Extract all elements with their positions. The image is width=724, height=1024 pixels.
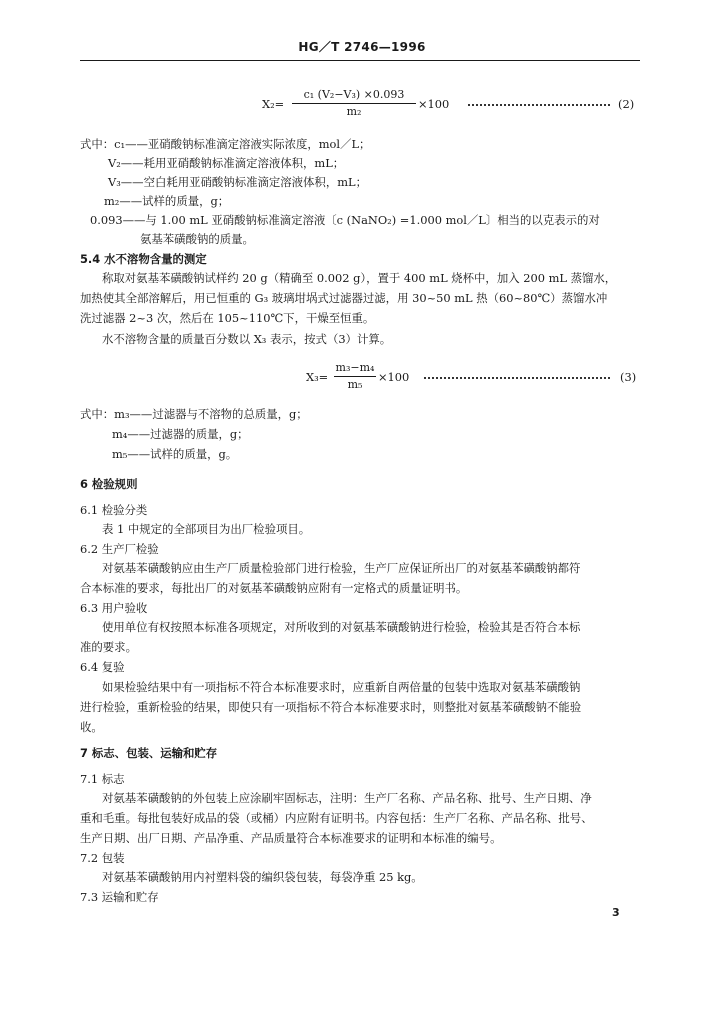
section-6-2-line-1: 对氨基苯磺酸钠应由生产厂质量检验部门进行检验，生产厂应保证所出厂的对氨基苯磺酸钠都符 — [102, 561, 581, 575]
formula-3-leader — [424, 377, 610, 379]
section-6-3-heading: 6.3 用户验收 — [80, 601, 148, 615]
formula-3-fraction-bar — [334, 376, 376, 377]
section-5-4-para-1-line-2: 加热使其全部溶解后，用已恒重的 G₃ 玻璃坩埚式过滤器过滤，用 30~50 mL 热（60~80℃）蒸馏水冲 — [80, 291, 608, 305]
page-number: 3 — [612, 906, 620, 919]
section-7-heading: 7 标志、包装、运输和贮存 — [80, 746, 218, 760]
section-5-4-para-1-line-1: 称取对氨基苯磺酸钠试样约 20 g（精确至 0.002 g），置于 400 mL 烧杯中，加入 200 mL 蒸馏水， — [102, 271, 617, 285]
where-2-line-5: 0.093——与 1.00 mL 亚硝酸钠标准滴定溶液〔c (NaNO₂) =1.000 mol／L〕相当的以克表示的对 — [90, 213, 600, 227]
where-3-line-3: m₅——试样的质量，g。 — [112, 447, 238, 461]
header-rule — [80, 60, 640, 61]
formula-2-fraction-bar — [292, 103, 416, 104]
formula-3-times: ×100 — [378, 370, 410, 384]
section-6-2-line-2: 合本标准的要求，每批出厂的对氨基苯磺酸钠应附有一定格式的质量证明书。 — [80, 581, 468, 595]
formula-2-lhs: X₂= — [262, 97, 285, 111]
where-2-line-4: m₂——试样的质量，g； — [104, 194, 230, 208]
where-2-line-6: 氨基苯磺酸钠的质量。 — [140, 232, 254, 246]
section-7-2-heading: 7.2 包装 — [80, 851, 125, 865]
section-7-1-line-2: 重和毛重。每批包装好成品的袋（或桶）内应附有证明书。内容包括：生产厂名称、产品名称、批号、 — [80, 811, 593, 825]
where-3-line-2: m₄——过滤器的质量，g； — [112, 427, 249, 441]
section-6-4-line-1: 如果检验结果中有一项指标不符合本标准要求时，应重新自两倍量的包装中选取对氨基苯磺酸钠 — [102, 680, 581, 694]
where-2-line-1: 式中：c₁——亚硝酸钠标准滴定溶液实际浓度，mol／L； — [80, 137, 371, 151]
formula-2-numerator: c₁ (V₂−V₃) ×0.093 — [303, 88, 405, 101]
section-7-1-line-1: 对氨基苯磺酸钠的外包装上应涂刷牢固标志，注明：生产厂名称、产品名称、批号、生产日期、净 — [102, 791, 592, 805]
section-6-4-line-2: 进行检验，重新检验的结果，即使只有一项指标不符合本标准要求时，则整批对氨基苯磺酸钠不能验 — [80, 700, 582, 714]
formula-3-lhs: X₃= — [306, 370, 329, 384]
section-6-1-text: 表 1 中规定的全部项目为出厂检验项目。 — [102, 522, 311, 536]
section-5-4-para-2: 水不溶物含量的质量百分数以 X₃ 表示，按式（3）计算。 — [102, 332, 392, 346]
section-7-1-line-3: 生产日期、出厂日期、产品净重、产品质量符合本标准要求的证明和本标准的编号。 — [80, 831, 502, 845]
formula-2-number: (2) — [618, 97, 635, 111]
section-7-1-heading: 7.1 标志 — [80, 772, 125, 786]
formula-3-numerator: m₃−m₄ — [335, 361, 375, 374]
section-6-2-heading: 6.2 生产厂检验 — [80, 542, 159, 556]
section-6-heading: 6 检验规则 — [80, 477, 138, 491]
section-5-4-para-1-line-3: 洗过滤器 2~3 次，然后在 105~110℃下，干燥至恒重。 — [80, 311, 375, 325]
where-2-line-3: V₃——空白耗用亚硝酸钠标准滴定溶液体积，mL； — [108, 175, 367, 189]
formula-2-times: ×100 — [418, 97, 450, 111]
section-6-3-line-2: 准的要求。 — [80, 640, 137, 654]
section-7-3-heading: 7.3 运输和贮存 — [80, 890, 159, 904]
formula-3-number: (3) — [620, 370, 637, 384]
where-3-line-1: 式中：m₃——过滤器与不溶物的总质量，g； — [80, 407, 308, 421]
section-6-3-line-1: 使用单位有权按照本标准各项规定，对所收到的对氨基苯磺酸钠进行检验，检验其是否符合本标 — [102, 620, 581, 634]
formula-2-denominator: m₂ — [346, 105, 362, 118]
section-5-4-heading: 5.4 水不溶物含量的测定 — [80, 252, 207, 266]
where-2-line-2: V₂——耗用亚硝酸钠标准滴定溶液体积，mL； — [108, 156, 345, 170]
section-7-2-text: 对氨基苯磺酸钠用内衬塑料袋的编织袋包装，每袋净重 25 kg。 — [102, 870, 423, 884]
section-6-4-line-3: 收。 — [80, 720, 103, 734]
section-6-4-heading: 6.4 复验 — [80, 660, 125, 674]
standard-header: HG／T 2746—1996 — [298, 40, 426, 54]
formula-2-leader — [468, 104, 610, 106]
section-6-1-heading: 6.1 检验分类 — [80, 503, 148, 517]
formula-3-denominator: m₅ — [347, 378, 363, 391]
